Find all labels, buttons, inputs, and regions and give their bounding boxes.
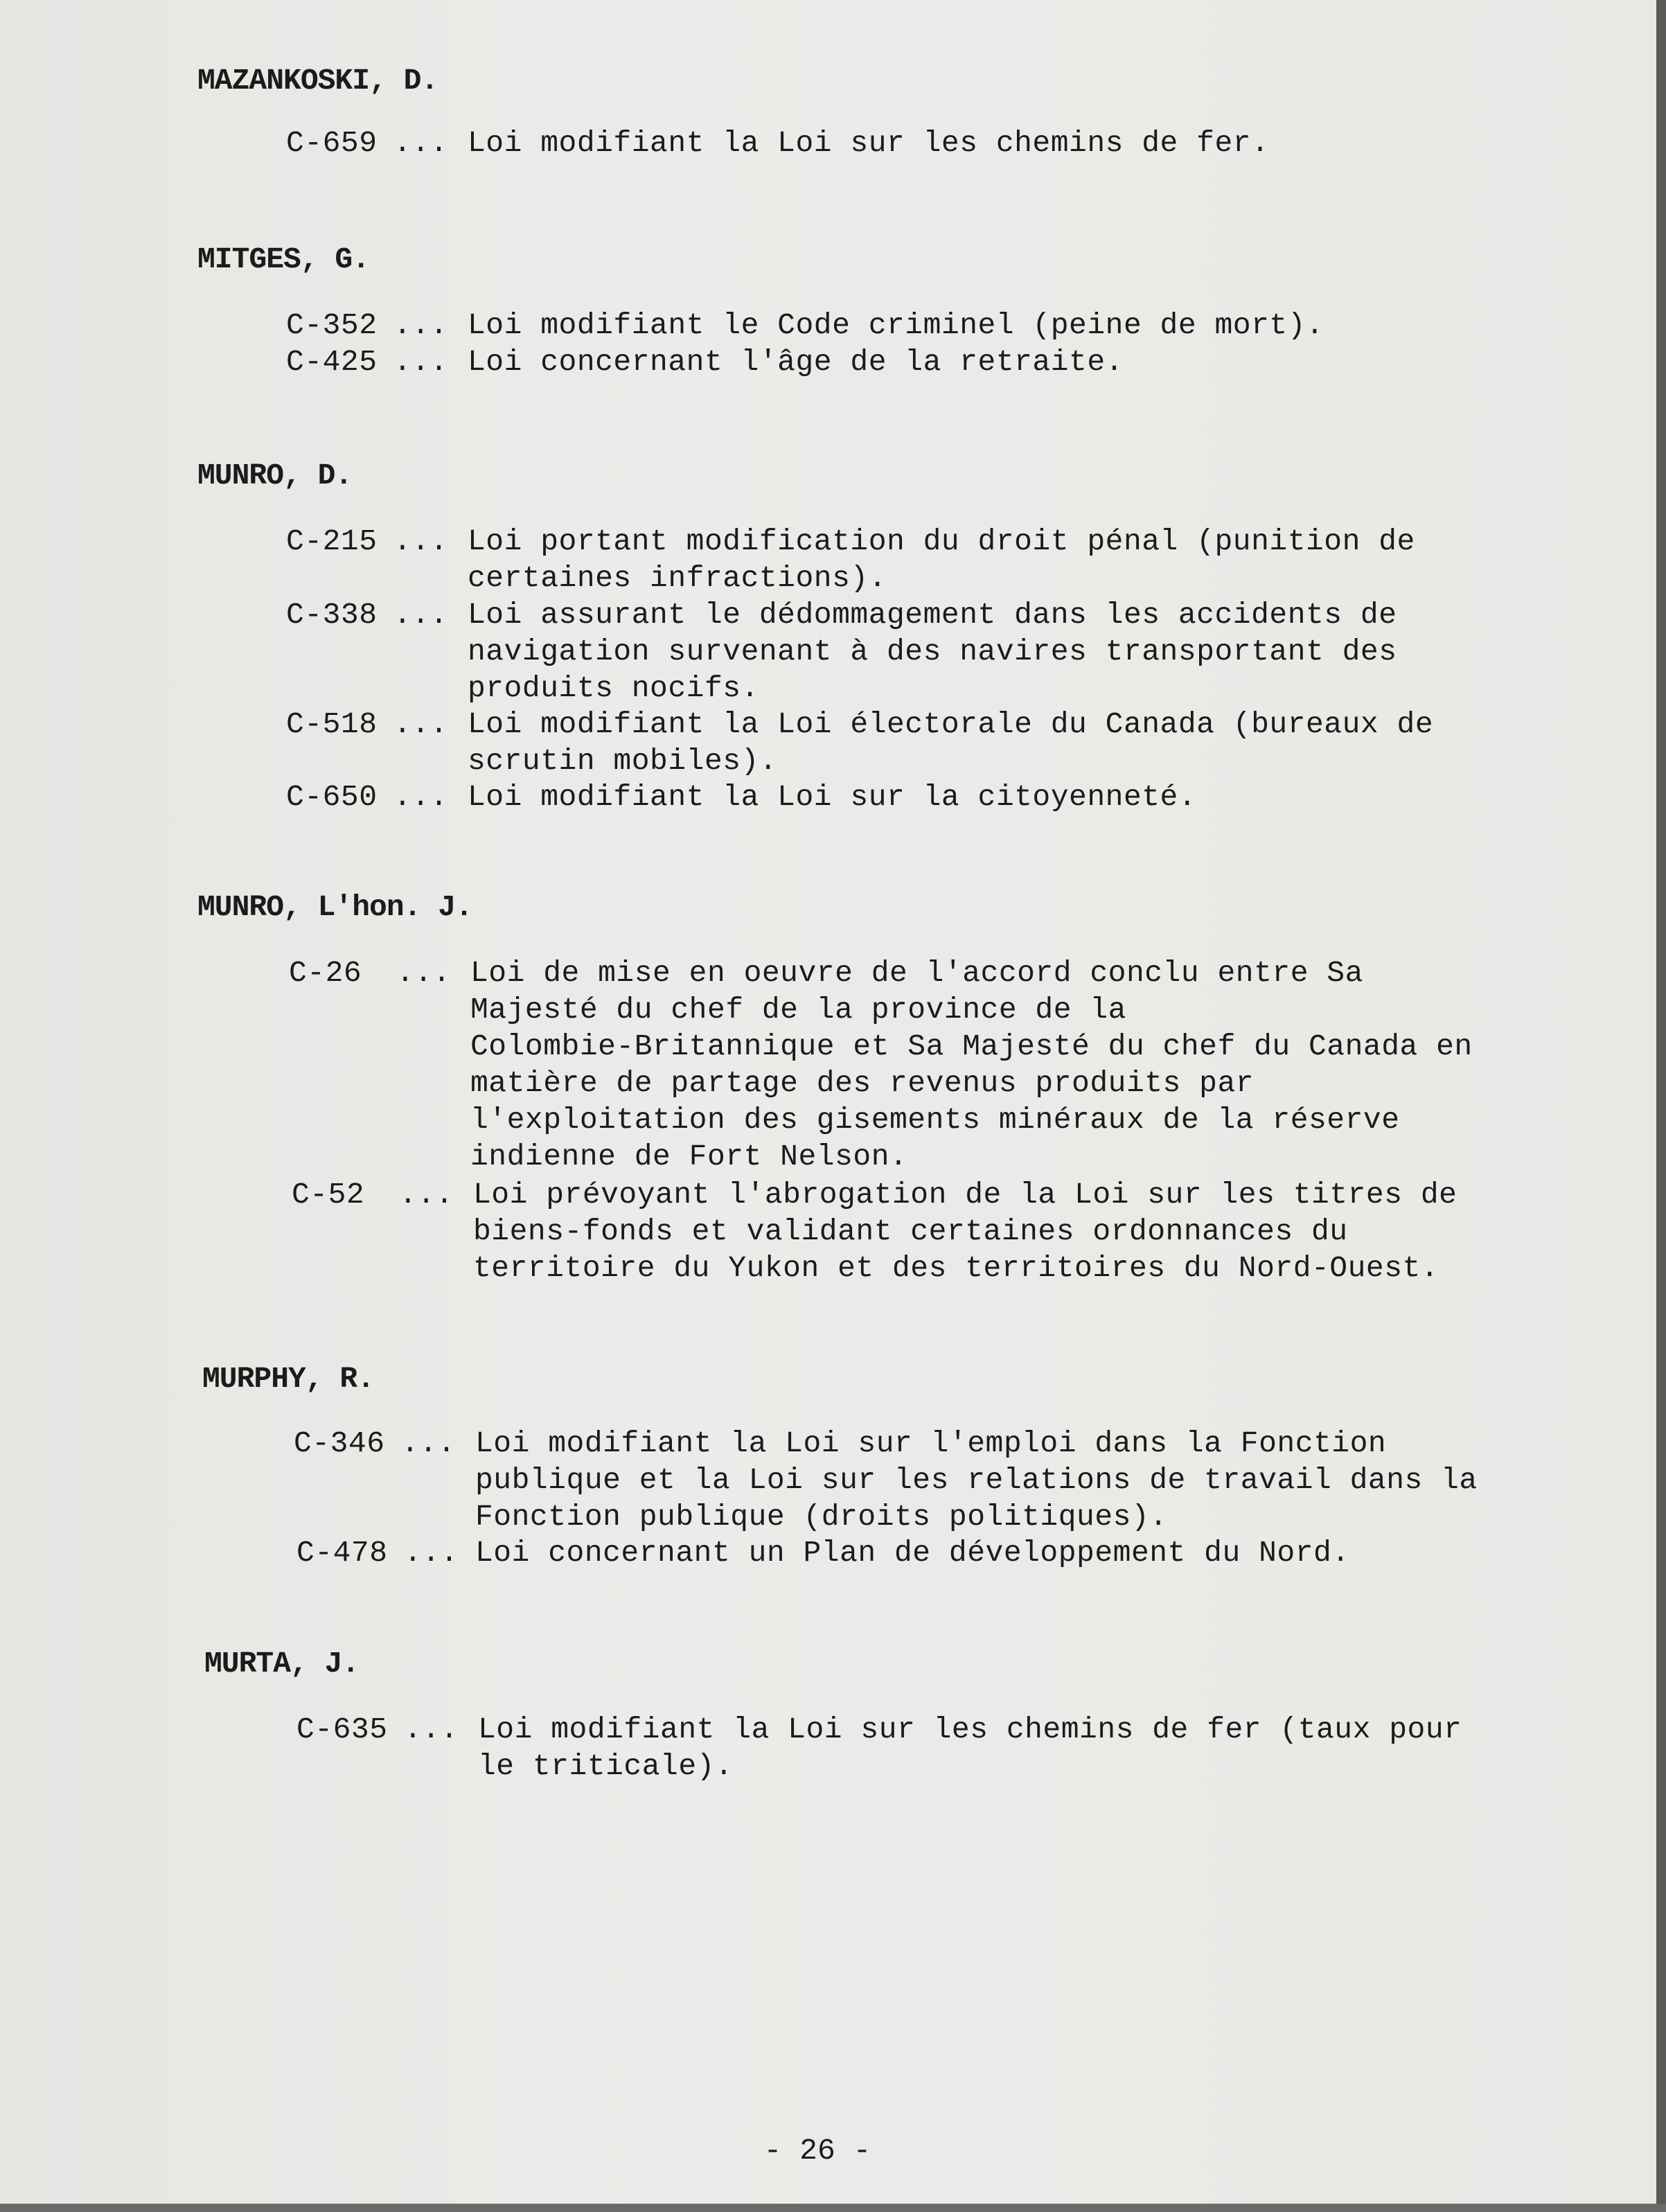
bill-title: Loi modifiant le Code criminel (peine de mort).: [468, 308, 1324, 342]
scan-edge-right: [1656, 0, 1666, 2212]
bill-code: C-215: [286, 524, 378, 558]
bill-code: C-338: [286, 598, 378, 632]
bill-code: C-26: [289, 956, 362, 990]
bill-dots: ...: [404, 1713, 459, 1746]
page-number: - 26 -: [763, 2134, 871, 2168]
bill-code: C-518: [286, 707, 378, 741]
bill-title: Loi de mise en oeuvre de l'accord conclu entre Sa Majesté du chef de la province de la Colombie-Britannique et Sa Majesté du chef du Canada en matière de partage des revenus produits par l'exploitation des gisements minéraux de la réserve indienne de Fort Nelson.: [470, 956, 1473, 1174]
bill-code: C-650: [286, 780, 378, 814]
bill-dots: ...: [396, 956, 451, 990]
member-name: MURPHY, R.: [202, 1362, 375, 1396]
member-name: MAZANKOSKI, D.: [197, 64, 438, 98]
bill-title: Loi assurant le dédommagement dans les accidents de navigation survenant à des navires transportant des produits nocifs.: [468, 598, 1397, 705]
bill-code: C-659: [286, 126, 378, 160]
bill-code: C-52: [292, 1178, 365, 1212]
bill-dots: ...: [393, 345, 448, 379]
member-name: MUNRO, L'hon. J.: [197, 890, 472, 924]
bill-dots: ...: [404, 1536, 459, 1570]
bill-dots: ...: [393, 598, 448, 632]
bill-dots: ...: [393, 780, 448, 814]
bill-dots: ...: [401, 1426, 456, 1460]
bill-dots: ...: [393, 308, 448, 342]
bill-title: Loi modifiant la Loi sur les chemins de fer.: [468, 126, 1270, 160]
bill-title: Loi portant modification du droit pénal (punition de certaines infractions).: [468, 524, 1415, 595]
bill-title: Loi modifiant la Loi sur les chemins de fer (taux pour le triticale).: [478, 1713, 1462, 1783]
bill-dots: ...: [393, 707, 448, 741]
bill-dots: ...: [399, 1178, 454, 1212]
bill-title: Loi concernant l'âge de la retraite.: [468, 345, 1124, 379]
member-name: MITGES, G.: [197, 242, 370, 276]
scan-edge-bottom: [0, 2204, 1666, 2212]
bill-title: Loi modifiant la Loi électorale du Canada (bureaux de scrutin mobiles).: [468, 707, 1434, 778]
bill-code: C-425: [286, 345, 378, 379]
bill-code: C-346: [294, 1426, 385, 1460]
bill-title: Loi modifiant la Loi sur l'emploi dans la Fonction publique et la Loi sur les relations de travail dans la Fonction publique (droits politiques).: [475, 1426, 1478, 1534]
member-name: MURTA, J.: [204, 1647, 360, 1681]
bill-dots: ...: [393, 126, 448, 160]
bill-code: C-635: [296, 1713, 388, 1746]
bill-dots: ...: [393, 524, 448, 558]
bill-code: C-352: [286, 308, 378, 342]
bill-title: Loi concernant un Plan de développement du Nord.: [475, 1536, 1350, 1570]
bill-code: C-478: [296, 1536, 388, 1570]
member-name: MUNRO, D.: [197, 459, 353, 493]
bill-title: Loi prévoyant l'abrogation de la Loi sur les titres de biens-fonds et validant certaines ordonnances du territoire du Yukon et des territoires du Nord-Ouest.: [473, 1178, 1457, 1285]
bill-title: Loi modifiant la Loi sur la citoyenneté.: [468, 780, 1197, 814]
